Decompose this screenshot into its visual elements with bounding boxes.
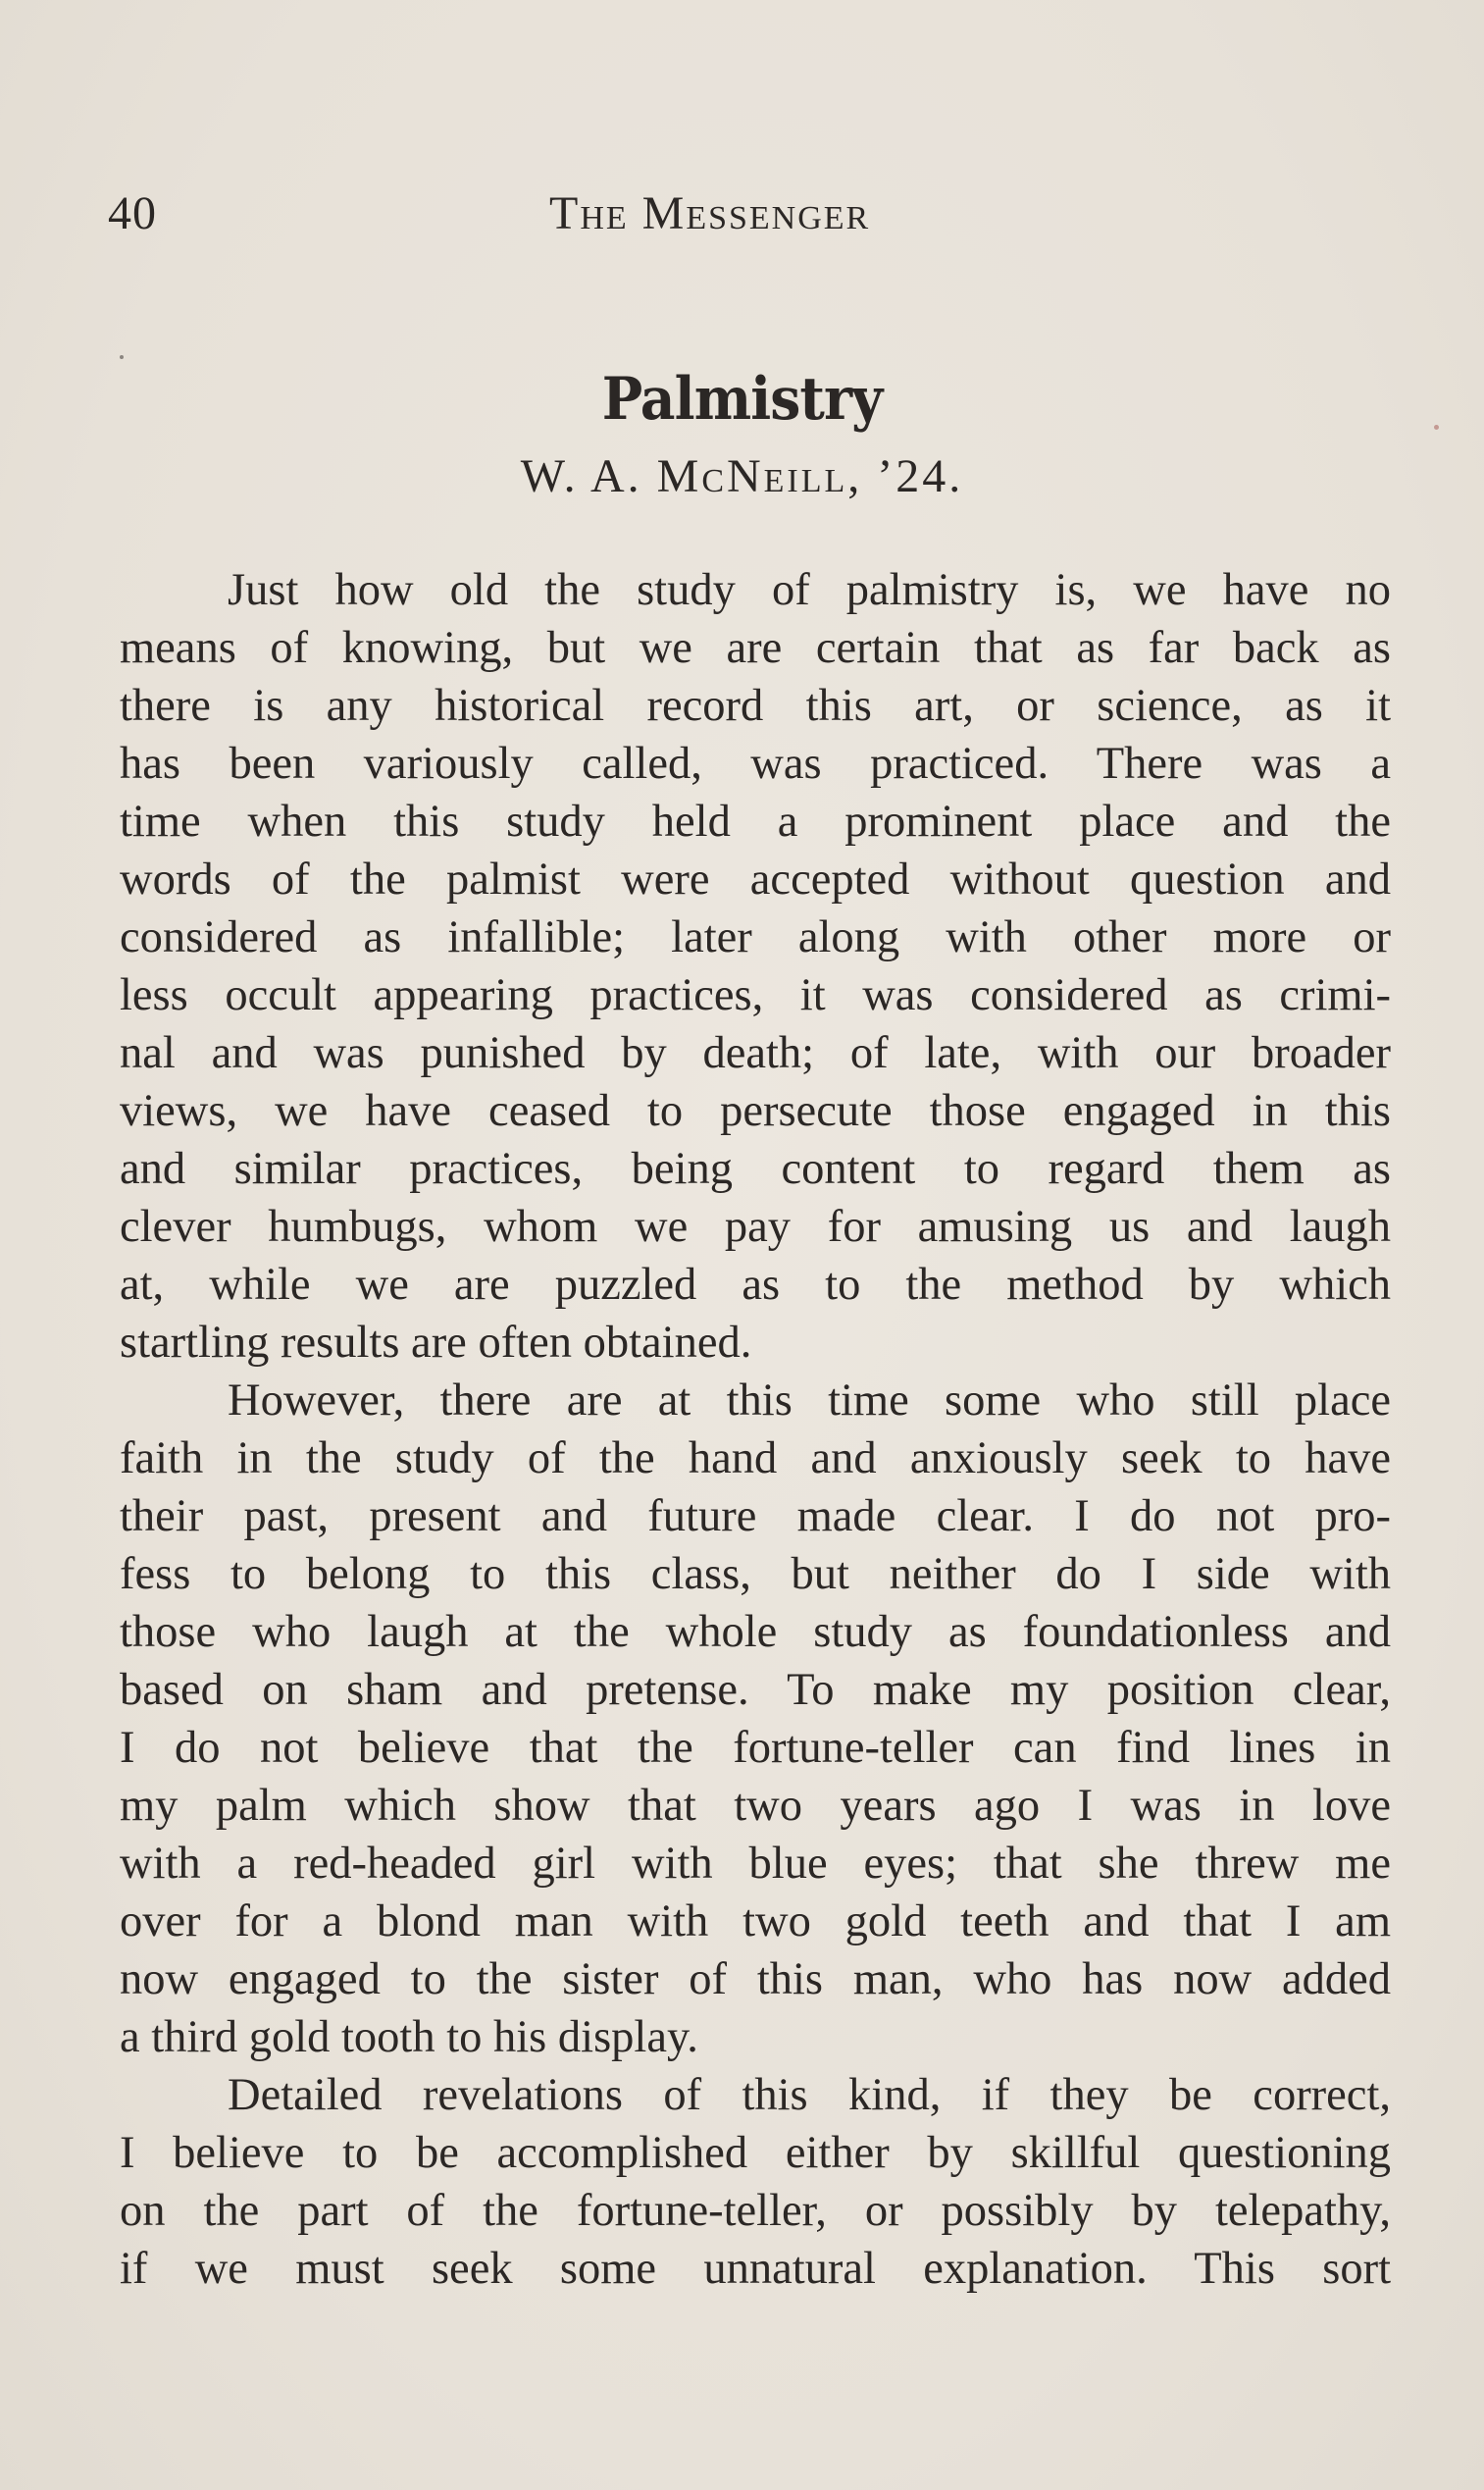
- text-line: nal and was punished by death; of late, with our broader: [120, 1028, 1391, 1078]
- text-line: startling results are often obtained.: [120, 1318, 752, 1368]
- text-line: words of the palmist were accepted without question and: [120, 855, 1391, 905]
- text-line: has been variously called, was practiced. There was a: [120, 739, 1391, 789]
- text-line: I believe to be accomplished either by skillful questioning: [120, 2128, 1391, 2178]
- running-head: [108, 186, 1393, 245]
- text-line: views, we have ceased to persecute those engaged in this: [120, 1086, 1391, 1136]
- text-line: my palm which show that two years ago I was in love: [120, 1781, 1391, 1831]
- text-line: time when this study held a prominent place and the: [120, 797, 1391, 847]
- article-body: [120, 561, 1391, 2298]
- text-line: those who laugh at the whole study as foundationless and: [120, 1607, 1391, 1657]
- text-line: However, there are at this time some who still place: [228, 1375, 1391, 1426]
- journal-title: The Messenger: [549, 187, 871, 239]
- text-line: I do not believe that the fortune-teller can find lines in: [120, 1723, 1391, 1773]
- text-line: their past, present and future made clear. I do not pro-: [120, 1491, 1391, 1541]
- author-byline: W. A. McNeill, ’24.: [520, 450, 964, 502]
- article-title: Palmistry: [601, 365, 883, 434]
- text-line: on the part of the fortune-teller, or possibly by telepathy,: [120, 2186, 1391, 2236]
- text-line: with a red-headed girl with blue eyes; that she threw me: [120, 1839, 1391, 1889]
- text-line: there is any historical record this art, or science, as it: [120, 681, 1391, 731]
- text-line: less occult appearing practices, it was considered as crimi-: [120, 970, 1391, 1020]
- ink-speck: [120, 355, 124, 359]
- text-line: at, while we are puzzled as to the method by which: [120, 1260, 1391, 1310]
- ink-speck: [1434, 425, 1439, 430]
- text-line: and similar practices, being content to regard them as: [120, 1144, 1391, 1194]
- text-line: considered as infallible; later along with other more or: [120, 912, 1391, 962]
- text-line: fess to belong to this class, but neither do I side with: [120, 1549, 1391, 1599]
- text-line: if we must seek some unnatural explanation. This sort: [120, 2244, 1391, 2294]
- text-line: Detailed revelations of this kind, if they be correct,: [228, 2070, 1391, 2120]
- text-line: means of knowing, but we are certain that as far back as: [120, 623, 1391, 673]
- text-line: over for a blond man with two gold teeth and that I am: [120, 1896, 1391, 1946]
- page-number: 40: [108, 187, 157, 239]
- text-line: based on sham and pretense. To make my position clear,: [120, 1665, 1391, 1715]
- text-line: a third gold tooth to his display.: [120, 2012, 698, 2062]
- text-line: clever humbugs, whom we pay for amusing us and laugh: [120, 1202, 1391, 1252]
- text-line: now engaged to the sister of this man, who has now added: [120, 1954, 1391, 2004]
- text-line: faith in the study of the hand and anxiously seek to have: [120, 1433, 1391, 1483]
- text-line: Just how old the study of palmistry is, we have no: [228, 565, 1391, 615]
